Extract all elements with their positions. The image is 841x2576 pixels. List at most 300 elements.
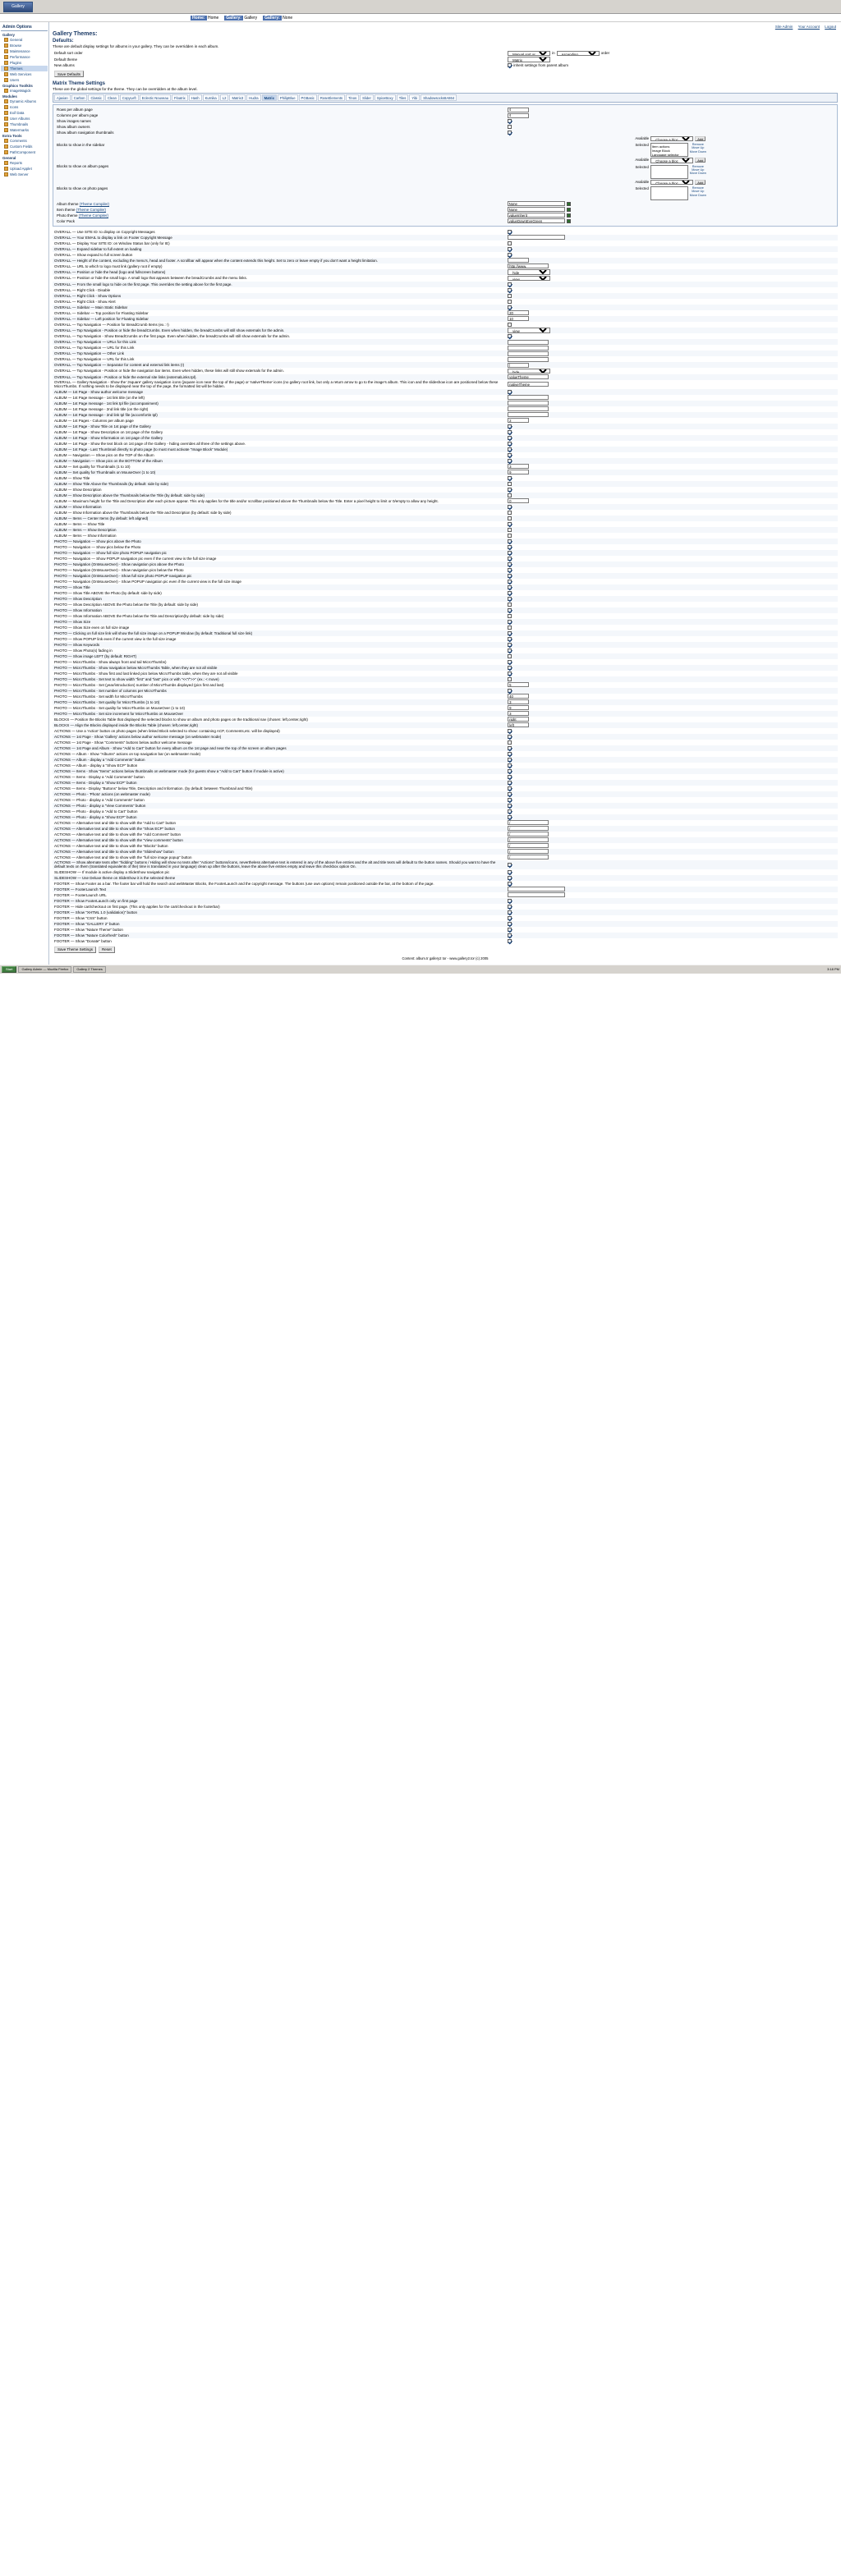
block-side-link[interactable]: Remove <box>692 186 704 190</box>
sidebar-item-pathcomponent[interactable] <box>1 149 48 155</box>
sidebar-item-label: Thumbnails <box>10 121 29 126</box>
setting-checkbox-66[interactable] <box>508 614 512 618</box>
setting-row-114 <box>53 892 838 898</box>
start-button[interactable]: Start <box>2 966 16 973</box>
setting-input-22[interactable] <box>508 357 549 362</box>
setting-checkbox-2[interactable] <box>508 241 512 245</box>
compiler-input-3[interactable] <box>508 218 565 223</box>
setting-row-22 <box>53 356 838 362</box>
setting-checkbox-97[interactable] <box>508 792 512 796</box>
theme-tab-hudra[interactable]: Hudra <box>246 94 260 101</box>
setting-checkbox-79[interactable] <box>508 689 512 693</box>
setting-checkbox-47[interactable] <box>508 505 512 509</box>
setting-control-19 <box>508 340 836 345</box>
setting-checkbox-36[interactable] <box>508 442 512 446</box>
setting-checkbox-42[interactable] <box>508 476 512 480</box>
setting-label-81: PHOTO — MicroThumbs - Set quality for MicroThumbs (1 to 10) <box>54 699 160 704</box>
menu-item-gallery[interactable]: Gallery: Gallery <box>226 15 258 21</box>
theme-tab-roseelements[interactable]: RoseElements <box>318 94 345 101</box>
sidebar-item-user-albums[interactable] <box>1 116 48 121</box>
setting-checkbox-58[interactable] <box>508 568 512 572</box>
setting-checkbox-117[interactable] <box>508 910 512 914</box>
setting-row-82 <box>53 705 838 711</box>
setting-row-110 <box>53 869 838 875</box>
setting-checkbox-34[interactable] <box>508 430 512 434</box>
setting-checkbox-74[interactable] <box>508 660 512 664</box>
setting-input-41[interactable] <box>508 470 529 474</box>
setting-input-6[interactable] <box>508 264 549 268</box>
setting-checkbox-12[interactable] <box>508 300 512 304</box>
setting-checkbox-9[interactable] <box>508 282 512 286</box>
setting-label-24: OVERALL — Top Navigation - Position or hide the navigation bar items. Even when hidden, these links will still show externals for the admin. <box>54 369 284 374</box>
setting-input-85[interactable] <box>508 722 529 727</box>
setting-control-59 <box>508 574 836 578</box>
setting-checkbox-44[interactable] <box>508 488 512 492</box>
setting-label-60: PHOTO — Navigation (OnMouseOver) - Show POPUP navigation pic even if the current view is the full size image <box>54 579 241 584</box>
setting-input-21[interactable] <box>508 351 549 356</box>
setting-control-93 <box>508 769 836 773</box>
setting-select-7[interactable] <box>508 269 550 275</box>
setting-row-52 <box>53 533 838 539</box>
setting-checkbox-86[interactable] <box>508 729 512 733</box>
setting-checkbox-11[interactable] <box>508 294 512 298</box>
setting-control-16 <box>508 323 836 327</box>
compiler-input-1[interactable] <box>508 207 565 212</box>
theme-tab-spiceboxy[interactable]: SpiceBoxy <box>375 94 396 101</box>
setting-checkbox-112[interactable] <box>508 882 512 886</box>
block-add-button-1[interactable]: Add <box>695 158 705 163</box>
label-default-sort-order: Default sort order <box>54 51 83 56</box>
setting-input-78[interactable] <box>508 682 529 687</box>
sidebar-item-upload-applet[interactable] <box>1 166 48 172</box>
setting-checkbox-110[interactable] <box>508 870 512 874</box>
block-side-links-1[interactable] <box>690 165 706 176</box>
setting-control-24 <box>508 369 836 374</box>
setting-input-28[interactable] <box>508 395 549 400</box>
setting-checkbox-70[interactable] <box>508 637 512 641</box>
select-default-sort-order[interactable] <box>508 51 550 57</box>
setting-checkbox-48[interactable] <box>508 511 512 515</box>
setting-input-14[interactable] <box>508 310 529 315</box>
setting-label-45: ALBUM — Show Description above the Thumbnails below the Title (by default: side by side) <box>54 493 205 497</box>
setting-label-55: PHOTO — Navigation — Show full size photo POPUP navigation pic <box>54 550 167 555</box>
setting-control-86 <box>508 729 836 733</box>
setting-checkbox-73[interactable] <box>508 654 512 658</box>
setting-input-83[interactable] <box>508 711 529 716</box>
setting-input-40[interactable] <box>508 464 529 469</box>
browser-menubar[interactable] <box>0 14 841 22</box>
setting-checkbox-96[interactable] <box>508 786 512 791</box>
setting-row-3 <box>53 246 838 252</box>
sidebar-item-icons[interactable] <box>1 104 48 110</box>
setting-control-58 <box>508 568 836 572</box>
setting-label-10: OVERALL — Right Click - Disable <box>54 287 111 292</box>
theme-tab-pgbasic[interactable]: PGBasic <box>299 94 317 101</box>
compiler-control-1 <box>508 207 834 212</box>
setting-checkbox-64[interactable] <box>508 603 512 607</box>
taskbar-item-0[interactable]: Gallery Admin — Mozilla Firefox <box>18 966 71 973</box>
setting-row-53 <box>53 539 838 544</box>
theme-tab-classic[interactable]: Classic <box>88 94 104 101</box>
setting-checkbox-56[interactable] <box>508 557 512 561</box>
setting-checkbox-71[interactable] <box>508 643 512 647</box>
setting-checkbox-93[interactable] <box>508 769 512 773</box>
album-level-checkbox-2[interactable] <box>508 119 512 123</box>
sidebar-item-label: Web Server <box>10 172 29 176</box>
sidebar-item-performance[interactable] <box>1 54 48 60</box>
setting-row-43 <box>53 481 838 487</box>
block-side-link[interactable]: Move Up <box>692 190 705 194</box>
block-side-links-2[interactable] <box>690 186 706 197</box>
setting-row-8 <box>53 275 838 282</box>
theme-tab-kurnika[interactable]: Kurnika <box>203 94 219 101</box>
setting-checkbox-115[interactable] <box>508 899 512 903</box>
theme-compiler-link-2[interactable]: (Theme Compiler) <box>78 213 109 218</box>
setting-input-30[interactable] <box>508 406 549 411</box>
sidebar-item-web-services[interactable] <box>1 71 48 77</box>
setting-row-58 <box>53 567 838 573</box>
setting-label-90: ACTIONS — Album - Show "Albums" actions on top navigation bar (on webmaster mode) <box>54 751 201 756</box>
setting-label-99: ACTIONS — Photo - display a "View Comments" button <box>54 803 146 808</box>
setting-label-47: ALBUM — Show Information <box>54 504 102 509</box>
theme-tab-yibi[interactable]: Yibi <box>409 94 420 101</box>
setting-checkbox-99[interactable] <box>508 804 512 808</box>
setting-input-103[interactable] <box>508 826 549 831</box>
checkbox-new-albums-inherit[interactable] <box>508 63 512 67</box>
setting-input-102[interactable] <box>508 820 549 825</box>
setting-checkbox-13[interactable] <box>508 305 512 309</box>
theme-tab-bar[interactable] <box>53 93 838 103</box>
setting-input-26[interactable] <box>508 382 549 387</box>
block-selected-label-1: Selected <box>635 164 649 169</box>
setting-label-69: PHOTO — Clicking on full size link will show the full size image on a POPUP Window (by default: Traditional full size link) <box>54 630 253 635</box>
setting-input-25[interactable] <box>508 374 549 379</box>
setting-checkbox-51[interactable] <box>508 528 512 532</box>
setting-checkbox-68[interactable] <box>508 626 512 630</box>
theme-savebar <box>53 944 838 956</box>
setting-input-105[interactable] <box>508 837 549 842</box>
link-site-admin[interactable]: Site Admin <box>774 25 793 29</box>
setting-checkbox-91[interactable] <box>508 758 512 762</box>
setting-checkbox-59[interactable] <box>508 574 512 578</box>
setting-checkbox-122[interactable] <box>508 939 512 943</box>
block-available-select-1[interactable] <box>650 158 693 163</box>
theme-tab-ajaxian[interactable]: Ajaxian <box>54 94 71 101</box>
sidebar-item-imagemagick[interactable] <box>1 88 48 94</box>
account-links[interactable] <box>53 24 838 30</box>
setting-checkbox-62[interactable] <box>508 591 512 595</box>
setting-row-105 <box>53 837 838 843</box>
block-side-link[interactable]: Remove <box>692 164 704 168</box>
setting-checkbox-43[interactable] <box>508 482 512 486</box>
album-level-checkbox-4[interactable] <box>508 131 512 135</box>
setting-checkbox-87[interactable] <box>508 735 512 739</box>
setting-control-57 <box>508 562 836 566</box>
setting-checkbox-77[interactable] <box>508 677 512 681</box>
sidebar-item-watermarks[interactable] <box>1 127 48 133</box>
setting-checkbox-53[interactable] <box>508 539 512 543</box>
setting-input-80[interactable] <box>508 694 529 699</box>
color-swatch-3[interactable] <box>567 219 571 223</box>
setting-select-8[interactable] <box>508 276 550 282</box>
setting-control-1 <box>508 235 836 240</box>
setting-checkbox-111[interactable] <box>508 876 512 880</box>
block-side-link[interactable]: Move Down <box>689 193 706 197</box>
setting-select-17[interactable] <box>508 328 550 333</box>
theme-compiler-link-0[interactable]: (Theme Compiler) <box>79 201 110 206</box>
setting-checkbox-33[interactable] <box>508 424 512 429</box>
sidebar-item-thumbnails[interactable] <box>1 121 48 127</box>
setting-input-104[interactable] <box>508 832 549 837</box>
sidebar-item-themes[interactable] <box>1 66 48 71</box>
setting-checkbox-35[interactable] <box>508 436 512 440</box>
sidebar-item-reports[interactable] <box>1 160 48 166</box>
setting-label-111: SLIDESHOW — Use Deluxe theme on SlideShow it is the selected theme <box>54 875 176 880</box>
sidebar-item-web-server[interactable] <box>1 172 48 177</box>
setting-checkbox-67[interactable] <box>508 620 512 624</box>
setting-checkbox-10[interactable] <box>508 288 512 292</box>
setting-checkbox-89[interactable] <box>508 746 512 750</box>
block-side-link[interactable]: Remove <box>692 143 704 146</box>
block-available-select-0[interactable] <box>650 136 693 142</box>
save-defaults-button[interactable]: Save Defaults <box>54 71 84 77</box>
block-selected-list-0[interactable] <box>650 143 688 157</box>
setting-checkbox-49[interactable] <box>508 516 512 520</box>
setting-input-5[interactable] <box>508 258 529 263</box>
album-level-label-2: Show images names <box>57 119 91 123</box>
album-level-label-3: Show album owners <box>57 125 90 129</box>
setting-checkbox-27[interactable] <box>508 390 512 394</box>
setting-checkbox-60[interactable] <box>508 580 512 584</box>
menu-item-none[interactable]: Gallery: None <box>264 15 293 21</box>
sidebar-item-custom-fields[interactable] <box>1 144 48 149</box>
setting-checkbox-116[interactable] <box>508 905 512 909</box>
block-selected-item[interactable]: Language selector <box>651 153 679 157</box>
block-add-button-0[interactable]: Add <box>695 136 705 141</box>
theme-tab-shadowsocks8a864[interactable]: Shadowsocks8A864 <box>420 94 457 101</box>
setting-row-54 <box>53 544 838 550</box>
setting-control-96 <box>508 786 836 791</box>
setting-checkbox-55[interactable] <box>508 551 512 555</box>
setting-checkbox-101[interactable] <box>508 815 512 819</box>
select-sort-direction[interactable] <box>557 51 600 57</box>
sidebar-item-dynamic-albums[interactable] <box>1 99 48 104</box>
setting-row-71 <box>53 642 838 648</box>
setting-checkbox-92[interactable] <box>508 763 512 768</box>
setting-input-31[interactable] <box>508 412 549 417</box>
setting-checkbox-95[interactable] <box>508 781 512 785</box>
setting-row-6 <box>53 264 838 269</box>
setting-checkbox-39[interactable] <box>508 459 512 463</box>
setting-control-95 <box>508 781 836 785</box>
link-logout[interactable]: Logout <box>825 25 836 29</box>
setting-input-15[interactable] <box>508 316 529 321</box>
setting-control-47 <box>508 505 836 509</box>
setting-checkbox-100[interactable] <box>508 809 512 814</box>
browser-toolbar <box>0 0 841 14</box>
setting-input-81[interactable] <box>508 699 529 704</box>
setting-row-39 <box>53 458 838 464</box>
reset-button[interactable]: Reset <box>99 947 115 953</box>
setting-control-112 <box>508 882 836 886</box>
setting-checkbox-88[interactable] <box>508 740 512 745</box>
theme-tab-copyleft[interactable]: CopyLeft <box>120 94 139 101</box>
setting-checkbox-16[interactable] <box>508 323 512 327</box>
setting-input-106[interactable] <box>508 843 549 848</box>
theme-tab-floatrix[interactable]: Floatrix <box>172 94 188 101</box>
setting-checkbox-121[interactable] <box>508 933 512 937</box>
setting-input-1[interactable] <box>508 235 565 240</box>
setting-checkbox-69[interactable] <box>508 631 512 635</box>
theme-tab-philipblue[interactable]: PhilipBlue <box>278 94 298 101</box>
sort-separator: in <box>552 51 555 56</box>
menu-item-home[interactable]: Home: Home <box>192 15 219 21</box>
setting-row-38 <box>53 452 838 458</box>
sidebar-item-label: Dynamic Albums <box>10 99 36 103</box>
setting-checkbox-65[interactable] <box>508 608 512 612</box>
album-level-checkbox-3[interactable] <box>508 125 512 129</box>
album-level-input-1[interactable] <box>508 113 529 118</box>
setting-checkbox-45[interactable] <box>508 493 512 497</box>
setting-row-67 <box>53 619 838 625</box>
setting-row-49 <box>53 516 838 521</box>
setting-checkbox-61[interactable] <box>508 585 512 589</box>
theme-tab-tinos[interactable]: Tinos <box>346 94 359 101</box>
setting-input-108[interactable] <box>508 855 549 859</box>
theme-tab-matrix[interactable]: Matrix <box>262 94 277 101</box>
setting-control-5 <box>508 258 836 263</box>
setting-label-56: PHOTO — Navigation — Show POPUP navigation pic even if the current view is the full size image <box>54 556 217 561</box>
setting-control-90 <box>508 752 836 756</box>
admin-sidebar <box>0 22 49 965</box>
setting-checkbox-0[interactable] <box>508 230 512 234</box>
setting-checkbox-118[interactable] <box>508 916 512 920</box>
setting-control-39 <box>508 459 836 463</box>
theme-compiler-link-1[interactable]: (Theme Compiler) <box>76 207 107 212</box>
sidebar-item-users[interactable] <box>1 77 48 83</box>
block-side-link[interactable]: Move Up <box>692 146 705 150</box>
sidebar-item-browse[interactable] <box>1 43 48 48</box>
setting-label-23: OVERALL — Top Navigation — Separator for content and external link items (!) <box>54 363 185 367</box>
setting-label-37: ALBUM — 1st Page - Last Thumbnail directly to photo page (to must must activate "Image Block" Module) <box>54 447 228 451</box>
setting-checkbox-63[interactable] <box>508 597 512 601</box>
block-side-links-0[interactable] <box>690 143 706 154</box>
color-swatch-2[interactable] <box>567 213 571 218</box>
setting-checkbox-94[interactable] <box>508 775 512 779</box>
setting-input-84[interactable] <box>508 717 529 722</box>
setting-checkbox-98[interactable] <box>508 798 512 802</box>
setting-label-48: ALBUM — Show Information above the Thumbnails below the Title and Description (by default: side by side) <box>54 510 232 515</box>
setting-input-113[interactable] <box>508 887 565 892</box>
theme-tab-eclectic-nouveau[interactable]: Eclectic Nouveau <box>140 94 171 101</box>
block-side-link[interactable]: Move Down <box>689 149 706 154</box>
setting-input-82[interactable] <box>508 705 529 710</box>
block-selected-item[interactable]: Item actions <box>651 144 670 149</box>
color-swatch-0[interactable] <box>567 202 571 206</box>
taskbar-item-1[interactable]: Gallery 2 Themes <box>73 966 106 973</box>
setting-input-23[interactable] <box>508 363 529 368</box>
setting-checkbox-3[interactable] <box>508 247 512 251</box>
theme-tab-slider[interactable]: Slider <box>360 94 374 101</box>
album-level-control-3 <box>508 125 834 129</box>
setting-checkbox-120[interactable] <box>508 928 512 932</box>
setting-checkbox-50[interactable] <box>508 522 512 526</box>
block-available-select-2[interactable] <box>650 180 693 186</box>
setting-row-122 <box>53 938 838 944</box>
setting-checkbox-72[interactable] <box>508 649 512 653</box>
link-your-account[interactable]: Your Account <box>797 25 820 29</box>
setting-checkbox-18[interactable] <box>508 334 512 338</box>
setting-checkbox-75[interactable] <box>508 666 512 670</box>
sidebar-item-plugins[interactable] <box>1 60 48 66</box>
album-level-settings-panel <box>53 104 838 227</box>
setting-checkbox-119[interactable] <box>508 922 512 926</box>
setting-row-30 <box>53 406 838 412</box>
setting-checkbox-38[interactable] <box>508 453 512 457</box>
sidebar-group-gallery: Gallery <box>2 33 15 37</box>
setting-input-107[interactable] <box>508 849 549 854</box>
setting-checkbox-76[interactable] <box>508 672 512 676</box>
setting-select-24[interactable] <box>508 369 550 374</box>
setting-checkbox-52[interactable] <box>508 534 512 538</box>
setting-label-43: ALBUM — Show Title Above the Thumbnails (by default: side by side) <box>54 481 168 486</box>
theme-tab-matrix3[interactable]: Matrix3 <box>229 94 246 101</box>
color-swatch-1[interactable] <box>567 208 571 212</box>
setting-input-46[interactable] <box>508 498 529 503</box>
compiler-input-0[interactable] <box>508 201 565 206</box>
theme-tab-carbon[interactable]: Carbon <box>71 94 88 101</box>
setting-input-20[interactable] <box>508 346 549 351</box>
setting-label-14: OVERALL — Sidebar — Top position for Floating Sidebar <box>54 310 149 315</box>
setting-checkbox-4[interactable] <box>508 253 512 257</box>
setting-checkbox-57[interactable] <box>508 562 512 566</box>
setting-input-29[interactable] <box>508 401 549 406</box>
compiler-input-2[interactable] <box>508 213 565 218</box>
save-theme-settings-button[interactable]: Save Theme Settings <box>54 947 96 953</box>
sidebar-item-exif-data[interactable] <box>1 110 48 116</box>
compiler-row-3 <box>55 218 835 224</box>
album-level-input-0[interactable] <box>508 108 529 112</box>
block-side-link[interactable]: Move Up <box>692 167 705 172</box>
setting-checkbox-90[interactable] <box>508 752 512 756</box>
theme-tab-hash[interactable]: Hash <box>189 94 202 101</box>
block-side-link[interactable]: Move Down <box>689 172 706 176</box>
setting-checkbox-54[interactable] <box>508 545 512 549</box>
setting-control-45 <box>508 493 836 497</box>
sidebar-item-general[interactable] <box>1 37 48 43</box>
setting-checkbox-109[interactable] <box>508 863 512 867</box>
setting-input-114[interactable] <box>508 892 565 897</box>
setting-input-19[interactable] <box>508 340 549 345</box>
defaults-title: Defaults: <box>53 39 74 44</box>
sidebar-item-comments[interactable] <box>1 138 48 144</box>
setting-checkbox-37[interactable] <box>508 447 512 451</box>
theme-tab-tiles[interactable]: Tiles <box>397 94 409 101</box>
theme-tab-l2[interactable]: L2 <box>220 94 229 101</box>
select-default-theme[interactable] <box>508 57 550 62</box>
main-content <box>49 22 841 965</box>
theme-tab-clean[interactable]: Clean <box>105 94 119 101</box>
block-add-button-2[interactable]: Add <box>695 180 705 185</box>
block-selected-list-1[interactable] <box>650 165 688 179</box>
block-selected-list-2[interactable] <box>650 186 688 200</box>
os-taskbar[interactable] <box>0 965 841 974</box>
block-selected-item[interactable]: Image Block <box>651 149 670 153</box>
setting-control-48 <box>508 511 836 515</box>
setting-label-110: SLIDESHOW — If module is active display a SlideShow navigation pic <box>54 869 170 874</box>
setting-input-32[interactable] <box>508 418 529 423</box>
sidebar-item-maintenance[interactable] <box>1 48 48 54</box>
